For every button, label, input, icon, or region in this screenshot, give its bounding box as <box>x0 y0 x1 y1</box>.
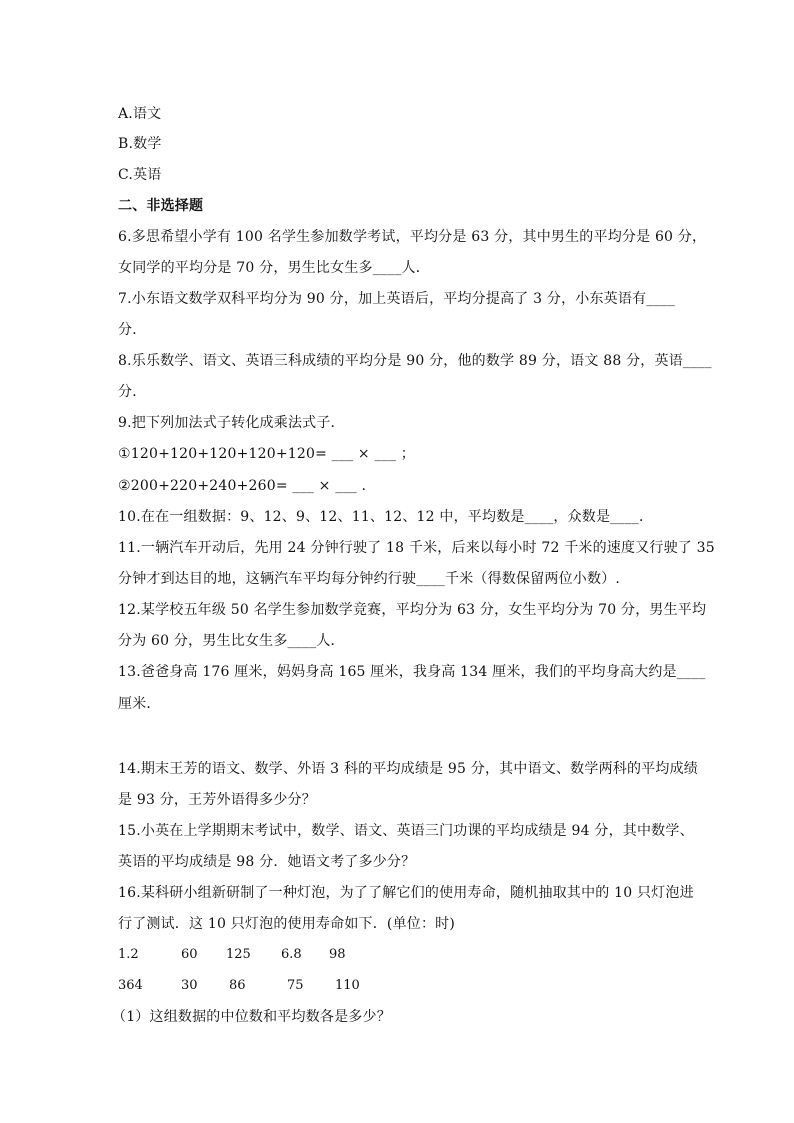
question-6-line-2: 女同学的平均分是 70 分，男生比女生多____人． <box>118 260 430 276</box>
question-8-line-1: 8.乐乐数学、语文、英语三科成绩的平均分是 90 分，他的数学 89 分，语文 88 分，英语____ <box>118 353 712 369</box>
section-title: 二、非选择题 <box>118 198 204 214</box>
data-value: 110 <box>335 978 360 993</box>
data-value: 86 <box>229 978 246 993</box>
option-a: A.语文 <box>118 106 162 122</box>
question-9-line-3: ②200+220+240+260= ___ × ___ . <box>118 478 367 494</box>
question-10-line-1: 10.在在一组数据：9、12、9、12、11、12、12 中，平均数是____，众数是____． <box>118 509 654 525</box>
question-16-sub-1: （1）这组数据的中位数和平均数各是多少？ <box>112 1009 391 1025</box>
question-6-line-1: 6.多思希望小学有 100 名学生参加数学考试，平均分是 63 分，其中男生的平均分是 60 分， <box>118 229 707 245</box>
question-16-line-2: 行了测试．这 10 只灯泡的使用寿命如下．(单位：时) <box>118 916 456 932</box>
question-15-line-2: 英语的平均成绩是 98 分．她语文考了多少分？ <box>118 854 416 870</box>
question-11-line-2: 分钟才到达目的地，这辆汽车平均每分钟约行驶____千米（得数保留两位小数）. <box>118 571 621 587</box>
question-12-line-2: 分为 60 分，男生比女生多____人． <box>118 633 345 649</box>
data-value: 60 <box>181 947 198 962</box>
question-16-line-1: 16.某科研小组新研制了一种灯泡，为了了解它们的使用寿命，随机抽取其中的 10 只灯泡进 <box>118 885 694 901</box>
data-value: 75 <box>287 978 304 993</box>
option-b: B.数学 <box>118 136 162 152</box>
data-value: 30 <box>181 978 198 993</box>
option-c: C.英语 <box>118 167 162 183</box>
data-value: 364 <box>118 978 143 993</box>
question-8-line-2: 分． <box>118 384 147 400</box>
question-7-line-2: 分． <box>118 322 147 338</box>
question-9-line-1: 9.把下列加法式子转化成乘法式子． <box>118 415 345 431</box>
data-value: 1.2 <box>118 947 139 962</box>
data-value: 6.8 <box>281 947 302 962</box>
question-15-line-1: 15.小英在上学期期末考试中，数学、语文、英语三门功课的平均成绩是 94 分，其中数学、 <box>118 823 694 839</box>
question-7-line-1: 7.小东语文数学双科平均分为 90 分，加上英语后，平均分提高了 3 分，小东英语有____ <box>118 291 676 307</box>
data-value: 125 <box>226 947 251 962</box>
data-value: 98 <box>329 947 346 962</box>
question-13-line-2: 厘米． <box>118 696 161 712</box>
question-9-line-2: ①120+120+120+120+120= ___ × ___ ； <box>118 446 415 462</box>
question-13-line-1: 13.爸爸身高 176 厘米，妈妈身高 165 厘米，我身高 134 厘米，我们的平均身高大约是____ <box>118 664 706 680</box>
question-11-line-1: 11.一辆汽车开动后，先用 24 分钟行驶了 18 千米，后来以每小时 72 千米的速度又行驶了 35 <box>118 540 715 556</box>
question-12-line-1: 12.某学校五年级 50 名学生参加数学竞赛，平均分为 63 分，女生平均分为 70 分，男生平均 <box>118 602 707 618</box>
question-14-line-2: 是 93 分，王芳外语得多少分？ <box>118 792 316 808</box>
question-14-line-1: 14.期末王芳的语文、数学、外语 3 科的平均成绩是 95 分，其中语文、数学两科的平均成绩 <box>118 761 698 777</box>
